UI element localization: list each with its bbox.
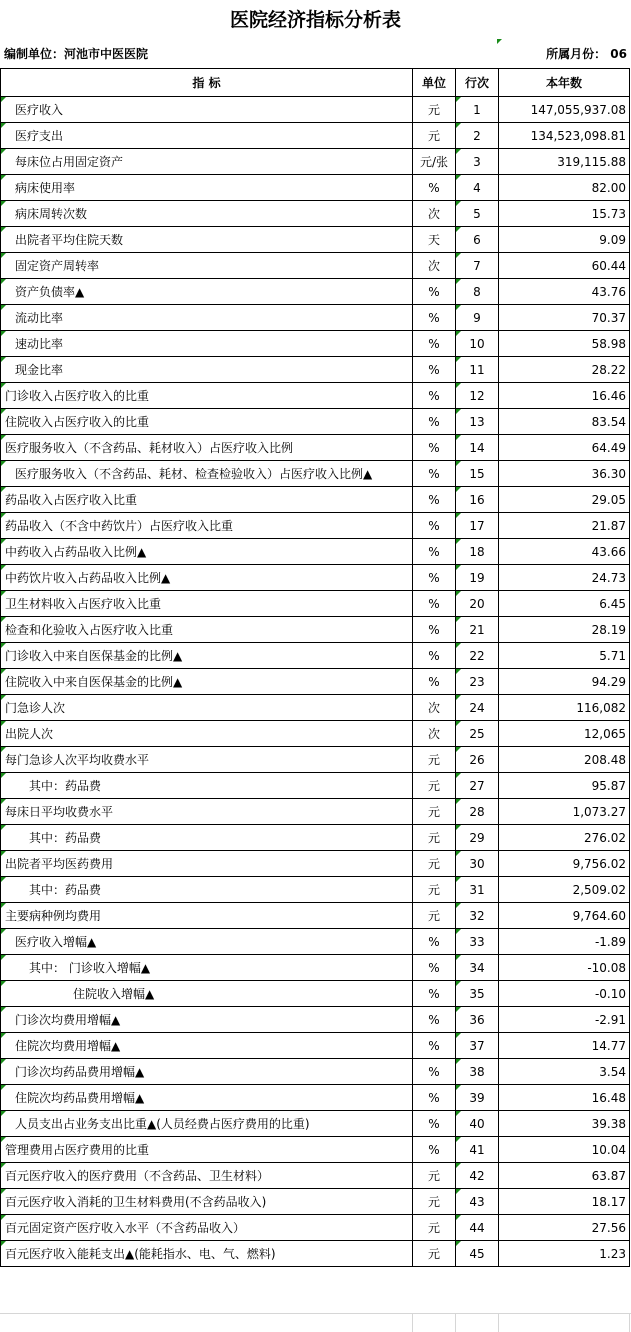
indicator-name-cell[interactable]: 流动比率	[1, 305, 413, 331]
unit-cell[interactable]: 元	[413, 825, 456, 851]
column-header-unit: 单位	[413, 69, 456, 97]
column-header-row-number: 行次	[456, 69, 499, 97]
row-number-cell[interactable]: 5	[456, 201, 499, 227]
value-cell[interactable]: 83.54	[499, 409, 630, 435]
value-cell[interactable]: 9.09	[499, 227, 630, 253]
unit-cell[interactable]: %	[413, 357, 456, 383]
indicator-name-cell[interactable]: 病床使用率	[1, 175, 413, 201]
indicator-name-cell[interactable]: 门诊收入中来自医保基金的比例▲	[1, 643, 413, 669]
table-header-row	[1, 69, 630, 97]
table-row[interactable]	[1, 825, 630, 851]
indicator-name-cell[interactable]: 医疗收入增幅▲	[1, 929, 413, 955]
row-number-cell[interactable]: 37	[456, 1033, 499, 1059]
org-label: 编制单位：河池市中医医院	[4, 47, 149, 61]
indicator-name-cell[interactable]: 每门急诊人次平均收费水平	[1, 747, 413, 773]
unit-cell[interactable]: %	[413, 305, 456, 331]
unit-cell[interactable]: 元	[413, 851, 456, 877]
table-row[interactable]	[1, 695, 630, 721]
table-row[interactable]	[1, 1059, 630, 1085]
value-cell[interactable]: 94.29	[499, 669, 630, 695]
unit-cell[interactable]: 元	[413, 123, 456, 149]
unit-cell[interactable]: 次	[413, 721, 456, 747]
unit-cell[interactable]: 元	[413, 747, 456, 773]
row-number-cell[interactable]: 6	[456, 227, 499, 253]
indicator-name-cell[interactable]: 百元医疗收入能耗支出▲(能耗指水、电、气、燃料)	[1, 1241, 413, 1267]
indicator-name-cell[interactable]: 百元固定资产医疗收入水平（不含药品收入）	[1, 1215, 413, 1241]
row-number-cell[interactable]: 33	[456, 929, 499, 955]
unit-cell[interactable]: %	[413, 1111, 456, 1137]
row-number-cell[interactable]: 21	[456, 617, 499, 643]
table-row[interactable]	[1, 929, 630, 955]
table-row[interactable]	[1, 1033, 630, 1059]
value-cell[interactable]: 63.87	[499, 1163, 630, 1189]
value-cell[interactable]: 16.48	[499, 1085, 630, 1111]
unit-cell[interactable]: %	[413, 669, 456, 695]
value-cell[interactable]: -1.89	[499, 929, 630, 955]
value-cell[interactable]: 10.04	[499, 1137, 630, 1163]
empty-sheet-row	[0, 1313, 631, 1332]
value-cell[interactable]: 16.46	[499, 383, 630, 409]
table-row[interactable]	[1, 513, 630, 539]
table-row[interactable]	[1, 565, 630, 591]
table-row[interactable]	[1, 1111, 630, 1137]
table-row[interactable]	[1, 357, 630, 383]
table-row[interactable]	[1, 279, 630, 305]
value-cell[interactable]: 43.66	[499, 539, 630, 565]
row-number-cell[interactable]: 19	[456, 565, 499, 591]
table-row[interactable]	[1, 461, 630, 487]
indicator-name-cell[interactable]: 速动比率	[1, 331, 413, 357]
table-row[interactable]	[1, 123, 630, 149]
unit-cell[interactable]: 元	[413, 1241, 456, 1267]
row-number-cell[interactable]: 36	[456, 1007, 499, 1033]
table-row[interactable]	[1, 643, 630, 669]
indicator-name-cell[interactable]: 其中： 门诊收入增幅▲	[1, 955, 413, 981]
value-cell[interactable]: 3.54	[499, 1059, 630, 1085]
unit-cell[interactable]: 次	[413, 695, 456, 721]
row-number-cell[interactable]: 7	[456, 253, 499, 279]
value-cell[interactable]: 24.73	[499, 565, 630, 591]
value-cell[interactable]: 1.23	[499, 1241, 630, 1267]
indicator-name-cell[interactable]: 其中：药品费	[1, 773, 413, 799]
row-number-cell[interactable]: 2	[456, 123, 499, 149]
value-cell[interactable]: -2.91	[499, 1007, 630, 1033]
unit-cell[interactable]: 元	[413, 97, 456, 123]
table-row[interactable]	[1, 851, 630, 877]
row-number-cell[interactable]: 4	[456, 175, 499, 201]
row-number-cell[interactable]: 45	[456, 1241, 499, 1267]
table-row[interactable]	[1, 383, 630, 409]
unit-cell[interactable]: %	[413, 1007, 456, 1033]
row-number-cell[interactable]: 10	[456, 331, 499, 357]
row-number-cell[interactable]: 16	[456, 487, 499, 513]
indicator-name-cell[interactable]: 医疗服务收入（不含药品、耗材、检查检验收入）占医疗收入比例▲	[1, 461, 413, 487]
indicator-name-cell[interactable]: 中药饮片收入占药品收入比例▲	[1, 565, 413, 591]
row-number-cell[interactable]: 25	[456, 721, 499, 747]
indicator-name-cell[interactable]: 住院次均费用增幅▲	[1, 1033, 413, 1059]
table-body	[1, 97, 630, 1267]
row-number-cell[interactable]: 44	[456, 1215, 499, 1241]
row-number-cell[interactable]: 39	[456, 1085, 499, 1111]
indicator-name-cell[interactable]: 门诊次均药品费用增幅▲	[1, 1059, 413, 1085]
table-row[interactable]	[1, 799, 630, 825]
indicator-name-cell[interactable]: 检查和化验收入占医疗收入比重	[1, 617, 413, 643]
row-number-cell[interactable]: 41	[456, 1137, 499, 1163]
value-cell[interactable]: 70.37	[499, 305, 630, 331]
table-row[interactable]	[1, 539, 630, 565]
indicator-name-cell[interactable]: 人员支出占业务支出比重▲(人员经费占医疗费用的比重)	[1, 1111, 413, 1137]
indicator-name-cell[interactable]: 病床周转次数	[1, 201, 413, 227]
indicator-name-cell[interactable]: 门诊次均费用增幅▲	[1, 1007, 413, 1033]
table-row[interactable]	[1, 1241, 630, 1267]
value-cell[interactable]: 134,523,098.81	[499, 123, 630, 149]
cell-comment-marker	[497, 39, 502, 44]
row-number-cell[interactable]: 32	[456, 903, 499, 929]
month-label: 所属月份： 06	[546, 47, 627, 61]
row-number-cell[interactable]: 42	[456, 1163, 499, 1189]
unit-cell[interactable]: 元/张	[413, 149, 456, 175]
table-row[interactable]	[1, 175, 630, 201]
row-number-cell[interactable]: 40	[456, 1111, 499, 1137]
value-cell[interactable]: 9,764.60	[499, 903, 630, 929]
unit-cell[interactable]: %	[413, 617, 456, 643]
unit-cell[interactable]: 元	[413, 1215, 456, 1241]
row-number-cell[interactable]: 12	[456, 383, 499, 409]
value-cell[interactable]: 60.44	[499, 253, 630, 279]
unit-cell[interactable]: 次	[413, 201, 456, 227]
indicator-name-cell[interactable]: 出院者平均住院天数	[1, 227, 413, 253]
indicator-name-cell[interactable]: 现金比率	[1, 357, 413, 383]
unit-cell[interactable]: %	[413, 279, 456, 305]
table-row[interactable]	[1, 1163, 630, 1189]
row-number-cell[interactable]: 30	[456, 851, 499, 877]
indicator-name-cell[interactable]: 医疗服务收入（不含药品、耗材收入）占医疗收入比例	[1, 435, 413, 461]
indicator-name-cell[interactable]: 药品收入（不含中药饮片）占医疗收入比重	[1, 513, 413, 539]
unit-cell[interactable]: %	[413, 409, 456, 435]
unit-cell[interactable]: %	[413, 591, 456, 617]
indicator-name-cell[interactable]: 住院收入中来自医保基金的比例▲	[1, 669, 413, 695]
unit-cell[interactable]: 元	[413, 1189, 456, 1215]
indicator-name-cell[interactable]: 主要病种例均费用	[1, 903, 413, 929]
table-row[interactable]	[1, 955, 630, 981]
value-cell[interactable]: 27.56	[499, 1215, 630, 1241]
row-number-cell[interactable]: 29	[456, 825, 499, 851]
indicator-name-cell[interactable]: 出院者平均医药费用	[1, 851, 413, 877]
value-cell[interactable]: 276.02	[499, 825, 630, 851]
indicator-name-cell[interactable]: 其中：药品费	[1, 825, 413, 851]
row-number-cell[interactable]: 11	[456, 357, 499, 383]
row-number-cell[interactable]: 26	[456, 747, 499, 773]
value-cell[interactable]: 29.05	[499, 487, 630, 513]
value-cell[interactable]: 21.87	[499, 513, 630, 539]
row-number-cell[interactable]: 20	[456, 591, 499, 617]
value-cell[interactable]: -0.10	[499, 981, 630, 1007]
value-cell[interactable]: 5.71	[499, 643, 630, 669]
table-row[interactable]	[1, 97, 630, 123]
row-number-cell[interactable]: 15	[456, 461, 499, 487]
row-number-cell[interactable]: 43	[456, 1189, 499, 1215]
value-cell[interactable]: 36.30	[499, 461, 630, 487]
indicator-name-cell[interactable]: 住院收入增幅▲	[1, 981, 413, 1007]
indicator-name-cell[interactable]: 医疗收入	[1, 97, 413, 123]
indicator-name-cell[interactable]: 门诊收入占医疗收入的比重	[1, 383, 413, 409]
value-cell[interactable]: 28.19	[499, 617, 630, 643]
unit-cell[interactable]: 元	[413, 877, 456, 903]
table-row[interactable]	[1, 253, 630, 279]
value-cell[interactable]: -10.08	[499, 955, 630, 981]
value-cell[interactable]: 147,055,937.08	[499, 97, 630, 123]
value-cell[interactable]: 95.87	[499, 773, 630, 799]
table-row[interactable]	[1, 1085, 630, 1111]
indicator-name-cell[interactable]: 固定资产周转率	[1, 253, 413, 279]
indicator-name-cell[interactable]: 每床日平均收费水平	[1, 799, 413, 825]
table-row[interactable]	[1, 617, 630, 643]
indicator-table	[0, 68, 630, 1267]
indicator-name-cell[interactable]: 住院收入占医疗收入的比重	[1, 409, 413, 435]
unit-cell[interactable]: %	[413, 929, 456, 955]
row-number-cell[interactable]: 31	[456, 877, 499, 903]
unit-cell[interactable]: %	[413, 513, 456, 539]
unit-cell[interactable]: %	[413, 565, 456, 591]
row-number-cell[interactable]: 24	[456, 695, 499, 721]
unit-cell[interactable]: 次	[413, 253, 456, 279]
unit-cell[interactable]: 元	[413, 903, 456, 929]
row-number-cell[interactable]: 8	[456, 279, 499, 305]
row-number-cell[interactable]: 18	[456, 539, 499, 565]
value-cell[interactable]: 2,509.02	[499, 877, 630, 903]
table-row[interactable]	[1, 1007, 630, 1033]
value-cell[interactable]: 116,082	[499, 695, 630, 721]
table-row[interactable]	[1, 227, 630, 253]
table-row[interactable]	[1, 409, 630, 435]
unit-cell[interactable]: 元	[413, 773, 456, 799]
value-cell[interactable]: 58.98	[499, 331, 630, 357]
indicator-name-cell[interactable]: 门急诊人次	[1, 695, 413, 721]
unit-cell[interactable]: %	[413, 955, 456, 981]
column-header-indicator: 指 标	[1, 69, 413, 97]
indicator-name-cell[interactable]: 医疗支出	[1, 123, 413, 149]
table-row[interactable]	[1, 903, 630, 929]
unit-cell[interactable]: %	[413, 331, 456, 357]
table-row[interactable]	[1, 1137, 630, 1163]
row-number-cell[interactable]: 34	[456, 955, 499, 981]
indicator-name-cell[interactable]: 管理费用占医疗费用的比重	[1, 1137, 413, 1163]
table-row[interactable]	[1, 981, 630, 1007]
row-number-cell[interactable]: 1	[456, 97, 499, 123]
table-row[interactable]	[1, 773, 630, 799]
row-number-cell[interactable]: 9	[456, 305, 499, 331]
value-cell[interactable]: 208.48	[499, 747, 630, 773]
indicator-name-cell[interactable]: 住院次均药品费用增幅▲	[1, 1085, 413, 1111]
unit-cell[interactable]: 天	[413, 227, 456, 253]
table-row[interactable]	[1, 669, 630, 695]
value-cell[interactable]: 1,073.27	[499, 799, 630, 825]
table-row[interactable]	[1, 1189, 630, 1215]
indicator-name-cell[interactable]: 百元医疗收入消耗的卫生材料费用(不含药品收入)	[1, 1189, 413, 1215]
unit-cell[interactable]: %	[413, 643, 456, 669]
report-title: 医院经济指标分析表	[229, 9, 401, 31]
value-cell[interactable]: 12,065	[499, 721, 630, 747]
unit-cell[interactable]: %	[413, 981, 456, 1007]
value-cell[interactable]: 39.38	[499, 1111, 630, 1137]
unit-cell[interactable]: %	[413, 175, 456, 201]
row-number-cell[interactable]: 23	[456, 669, 499, 695]
column-header-current-year: 本年数	[499, 69, 630, 97]
indicator-name-cell[interactable]: 每床位占用固定资产	[1, 149, 413, 175]
value-cell[interactable]: 9,756.02	[499, 851, 630, 877]
row-number-cell[interactable]: 13	[456, 409, 499, 435]
table-row[interactable]	[1, 877, 630, 903]
unit-cell[interactable]: %	[413, 1033, 456, 1059]
value-cell[interactable]: 319,115.88	[499, 149, 630, 175]
table-row[interactable]	[1, 487, 630, 513]
row-number-cell[interactable]: 35	[456, 981, 499, 1007]
unit-cell[interactable]: %	[413, 1059, 456, 1085]
unit-cell[interactable]: %	[413, 539, 456, 565]
table-row[interactable]	[1, 721, 630, 747]
row-number-cell[interactable]: 3	[456, 149, 499, 175]
unit-cell[interactable]: %	[413, 1085, 456, 1111]
indicator-name-cell[interactable]: 卫生材料收入占医疗收入比重	[1, 591, 413, 617]
indicator-name-cell[interactable]: 百元医疗收入的医疗费用（不含药品、卫生材料）	[1, 1163, 413, 1189]
value-cell[interactable]: 28.22	[499, 357, 630, 383]
row-number-cell[interactable]: 28	[456, 799, 499, 825]
value-cell[interactable]: 18.17	[499, 1189, 630, 1215]
row-number-cell[interactable]: 27	[456, 773, 499, 799]
value-cell[interactable]: 64.49	[499, 435, 630, 461]
table-row[interactable]	[1, 591, 630, 617]
unit-cell[interactable]: 元	[413, 1163, 456, 1189]
unit-cell[interactable]: %	[413, 487, 456, 513]
table-row[interactable]	[1, 305, 630, 331]
unit-cell[interactable]: %	[413, 461, 456, 487]
row-number-cell[interactable]: 22	[456, 643, 499, 669]
indicator-name-cell[interactable]: 中药收入占药品收入比例▲	[1, 539, 413, 565]
row-number-cell[interactable]: 38	[456, 1059, 499, 1085]
table-row[interactable]	[1, 435, 630, 461]
indicator-name-cell[interactable]: 资产负债率▲	[1, 279, 413, 305]
indicator-name-cell[interactable]: 药品收入占医疗收入比重	[1, 487, 413, 513]
unit-cell[interactable]: %	[413, 435, 456, 461]
table-row[interactable]	[1, 149, 630, 175]
value-cell[interactable]: 82.00	[499, 175, 630, 201]
value-cell[interactable]: 6.45	[499, 591, 630, 617]
unit-cell[interactable]: %	[413, 383, 456, 409]
indicator-name-cell[interactable]: 其中：药品费	[1, 877, 413, 903]
value-cell[interactable]: 14.77	[499, 1033, 630, 1059]
table-row[interactable]	[1, 201, 630, 227]
unit-cell[interactable]: 元	[413, 799, 456, 825]
row-number-cell[interactable]: 17	[456, 513, 499, 539]
value-cell[interactable]: 15.73	[499, 201, 630, 227]
row-number-cell[interactable]: 14	[456, 435, 499, 461]
indicator-name-cell[interactable]: 出院人次	[1, 721, 413, 747]
value-cell[interactable]: 43.76	[499, 279, 630, 305]
table-row[interactable]	[1, 747, 630, 773]
table-row[interactable]	[1, 1215, 630, 1241]
unit-cell[interactable]: %	[413, 1137, 456, 1163]
table-row[interactable]	[1, 331, 630, 357]
